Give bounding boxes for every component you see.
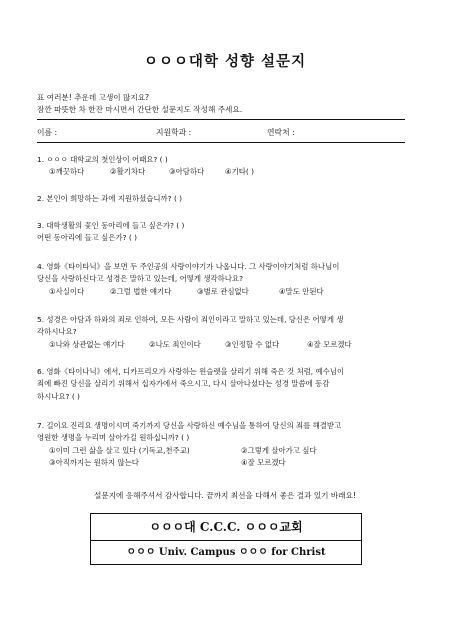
page-title: ㅇㅇㅇ대학 성향 설문지 xyxy=(143,53,307,70)
question-text-2: 어떤 동아리에 들고 싶은가? ( ) xyxy=(37,233,137,243)
option-row xyxy=(37,286,413,298)
closing-message: 설문지에 응해주셔서 감사합니다. 끝까지 최선을 다해서 좋은 결과 있기 바래요! xyxy=(94,491,356,500)
option-1: ①나와 상관없는 얘기다 xyxy=(49,339,125,349)
intro-line-1: 표 여러분! 추운데 고생이 많지요? xyxy=(37,93,150,102)
option-1: ①사실이다 xyxy=(49,286,85,296)
question-7 xyxy=(37,420,413,470)
option-row xyxy=(37,166,413,178)
option-4: ④잘 모르겠다 xyxy=(241,458,286,468)
phone-label: 연락처 : xyxy=(267,128,295,137)
question-text: 7. 길이요 진리요 생명이시며 죽기까지 당신을 사랑하신 예수님을 통하여 당신의 죄를 해결받고 xyxy=(37,421,342,430)
name-label: 이름 : xyxy=(37,128,58,137)
option-3: ③인정할 수 없다 xyxy=(225,339,280,349)
question-1 xyxy=(37,154,413,179)
option-4: ④기타( ) xyxy=(225,167,255,177)
question-text-2: 각하시나요? xyxy=(37,327,77,337)
option-2: ②활기차다 xyxy=(110,167,146,177)
footer-box xyxy=(90,513,362,565)
option-2: ②그럴 법한 얘기다 xyxy=(110,286,172,296)
question-text: 2. 본인이 희망하는 과에 지원하셨습니까? ( ) xyxy=(37,194,183,203)
question-text: 5. 성경은 아담과 하와의 죄로 인하여, 모든 사람이 죄인이라고 말하고 있는데, 당신은 어떻게 생 xyxy=(37,315,344,324)
question-text-3: 하시나요? ( ) xyxy=(37,391,80,401)
question-text: 6. 영화《타이나닉》에서, 디카프리오가 사랑하는 윈슬렛을 살리기 위해 죽은 것 처럼, 예수님이 xyxy=(37,367,345,376)
option-3: ③아직까지는 원하지 않는다 xyxy=(49,458,139,468)
top-divider xyxy=(37,119,405,120)
question-text: 3. 대학생활의 꽃인 동아리에 들고 싶은가? ( ) xyxy=(37,221,185,230)
question-6 xyxy=(37,366,413,403)
question-text-2: 당신을 사랑하신다고 성경은 말하고 있는데, 어떻게 생각하나요? xyxy=(37,274,243,284)
option-2: ②나도 죄인이다 xyxy=(149,339,201,349)
option-2: ②그렇게 살아가고 싶다 xyxy=(241,445,317,455)
question-3 xyxy=(37,220,413,245)
question-2 xyxy=(37,193,413,205)
question-text: 4. 영화《타이타닉》을 보면 두 주인공의 사랑이야기가 나옵니다. 그 사랑이야기처럼 하나님이 xyxy=(37,262,340,271)
question-4 xyxy=(37,261,413,298)
question-text: 1. ㅇㅇㅇ 대학교의 첫인상이 어때요? ( ) xyxy=(37,155,168,164)
footer-line-2: ㅇㅇㅇ Univ. Campus ㅇㅇㅇ for Christ xyxy=(126,547,326,558)
option-4: ④잘 모르겠다 xyxy=(307,339,352,349)
question-5 xyxy=(37,314,413,351)
option-1: ①이미 그런 삶을 살고 있다 (기독교,천주교) xyxy=(49,445,190,455)
info-divider xyxy=(37,142,405,143)
option-4: ④말도 안된다 xyxy=(279,286,324,296)
option-3: ③별로 관심없다 xyxy=(197,286,249,296)
question-text-2: 죄에 빠진 당신을 살리기 위해서 십자가에서 죽으시고, 다시 살아나셨다는 성경 말씀에 동감 xyxy=(37,379,330,389)
option-3: ③아담하다 xyxy=(169,167,205,177)
option-1: ①깨끗하다 xyxy=(49,167,85,177)
question-text-2: 영원한 생명을 누리며 살아가길 원하십니까? ( ) xyxy=(37,433,190,443)
option-row xyxy=(37,339,413,351)
footer-line-1: ㅇㅇㅇ대 C.C.C. ㅇㅇㅇ교회 xyxy=(91,514,361,541)
intro-line-2: 잠깐 따뜻한 차 한잔 마시면서 간단한 설문지도 작성해 주세요. xyxy=(37,105,243,114)
intro-text xyxy=(37,92,242,116)
option-row xyxy=(37,445,413,457)
dept-label: 지원학과 : xyxy=(156,128,192,137)
option-row-2 xyxy=(37,457,413,469)
